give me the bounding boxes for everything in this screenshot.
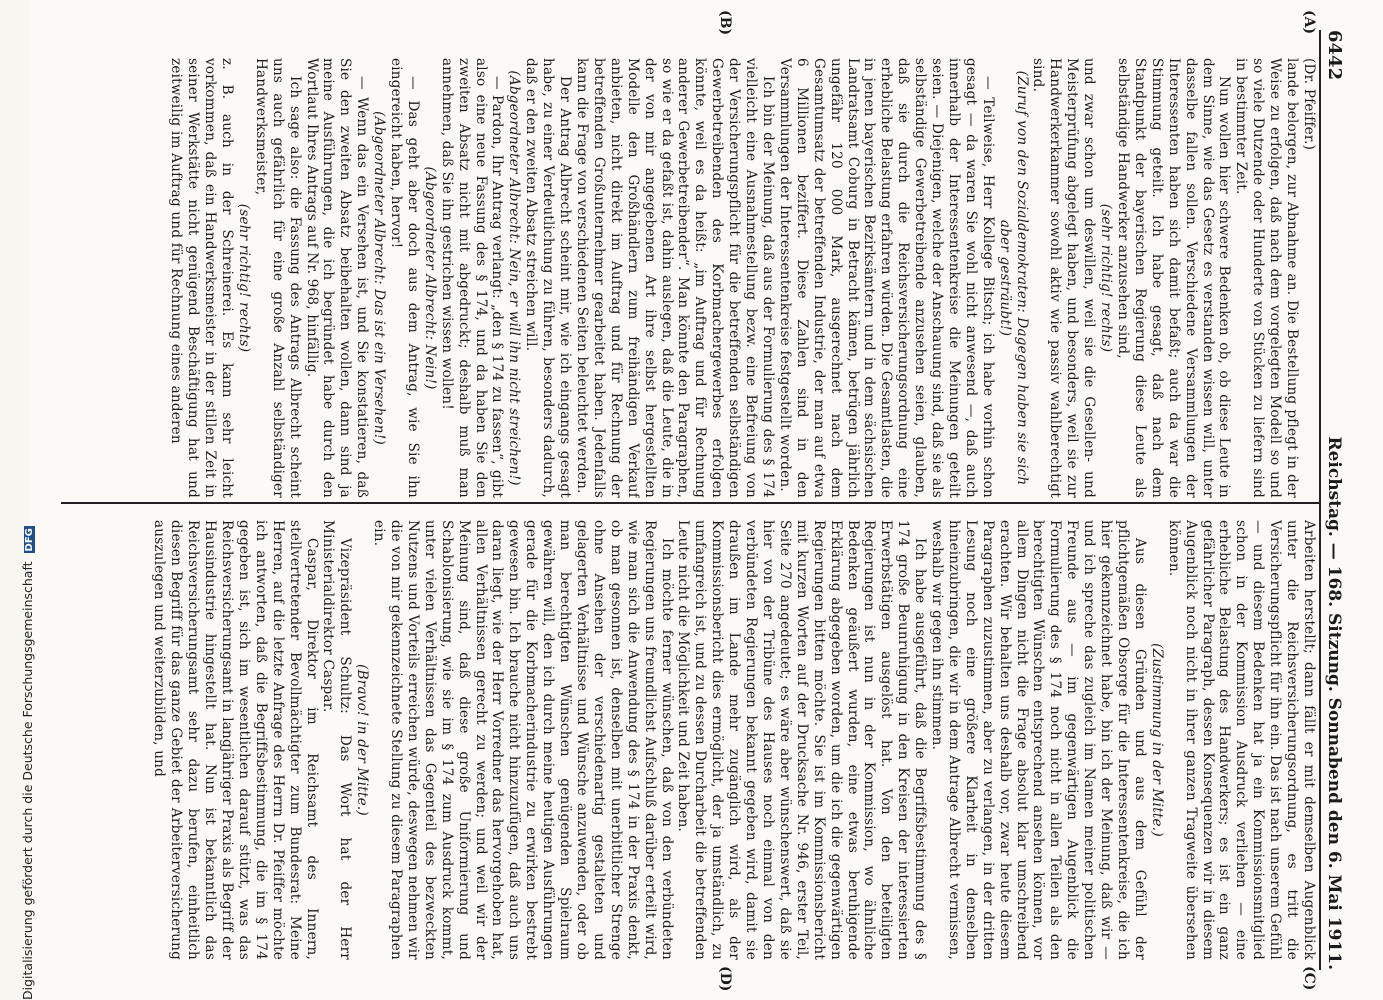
paragraph: Nun wollen hier schwere Bedenken ob, ob diese Leute in dem Sinne, wie das Gesetz es verstanden wissen will, unter dasselbe fallen sollen. Verschiedene Versammlungen der Interessenten haben sich damit befaßt; auch da war die Stimmung geteilt. Ich habe gesagt, daß nach dem Standpunkt der bayerischen Regierung diese Leute als selbständige Handwerker anzusehen sind,: [1115, 58, 1233, 498]
paragraph: — Pardon, Ihr Antrag verlangt: „den § 174 zu fassen“, gibt also eine neue Fassung des § 174, und da haben Sie den zweiten Absatz nicht mit abgedruckt; deshalb muß man annehmen, daß Sie ihn gestrichen wissen wollen!: [438, 58, 506, 498]
paragraph: Ich sage also: die Fassung des Antrags Albrecht scheint uns auch gefährlich für eine große Anzahl selbständiger Handwerksmeister,: [252, 58, 303, 498]
interjection: (Zustimmung in der Mitte.): [1148, 643, 1165, 837]
paragraph: Der Antrag Albrecht scheint mir, wie ich eingangs gesagt habe, zu einer Verdeutlichung zu führen, besonders dadurch, daß er den zweiten Absatz streichen will.: [523, 58, 574, 498]
paragraph: Aus diesen Gründen und aus dem Gefühl der pflichtgemäßen Obsorge für die Interessentenkreise, die ich hier gekennzeichnet habe, bin ich der Meinung, daß wir — und ich spreche das zugleich im Namen meiner politischen Freunde aus — im gegenwärtigen Augenblick die Formulierung des § 174 noch nicht in allen Teilen als den berechtigten Wünschen entsprechend ansehen können, vor allem Dingen nicht die Frage absolut klar umschreibend erachten. Wir behalten uns deshalb vor, zwar heute diesem Paragraphen zuzustimmen, aber zu verlangen, in der dritten Lesung noch eine größere Klarheit in denselben hineinzubringen, die wir in dem Antrage Albrecht vermissen, weshalb wir gegen ihn stimmen.: [929, 520, 1148, 960]
speaker-paragraph: Caspar, Direktor im Reichsamt des Innern, stellvertretender Bevollmächtigter zum Bundesrat: Meine Herren, auf die letzte Anfrage des Herrn Dr. Pfeiffer möchte ich antworten, daß die Begriffsbestimmung, die im § 174 gegeben ist, sich im wesentlichen darauf stützt, was das Reichsversicherungsamt in langjähriger Praxis als Begriff der Hausindustrie hingestellt hat. Nun ist bekanntlich das Reichsversicherungsamt sehr dazu berufen, einheitlich diesen Begriff für das ganze Gebiet der Arbeiterversicherung auszulegen und weiterzubilden, und: [151, 520, 320, 960]
margin-marker-d: (D): [717, 966, 733, 992]
paragraph: — Teilweise, Herr Kollege Bitsch; ich habe vorhin schon gesagt — da waren Sie wohl nicht anwesend —, daß auch innerhalb der Interessentenkreise die Meinungen geteilt seien. — Diejenigen, welche der Anschauung sind, daß sie als selbständige Gewerbetreibende anzusehen seien, glauben, daß sie durch die Reichsversicherungsordnung eine erhebliche Belastung erfahren würden. Die Gesamtlasten, die in jenen bayerischen Bezirksämtern und in dem sächsischen Landratsamt Coburg in Betracht kämen, betrügen jährlich ungefähr 120 000 Mark, ausgerechnet nach dem Gesamtumsatz der betreffenden Industrie, der man auf etwa 6 Millionen beziffert. Diese Zahlen sind in den Versammlungen der Interessentenkreise festgestellt worden.: [776, 58, 996, 498]
page-header: [1319, 30, 1345, 970]
paragraph: — Wenn das ein Versehen ist, und Sie konstatieren, daß Sie den zweiten Absatz beibehalten wollen, dann sind ja meine Ausführungen, die ich begründet habe durch den Wortlaut Ihres Antrags auf Nr. 968, hinfällig.: [303, 58, 371, 498]
margin-marker-c: (C): [1301, 966, 1317, 991]
interjection: (sehr richtig! rechts): [1098, 203, 1115, 353]
speaker-paragraph: Vizepräsident Schultz: Das Wort hat der Herr Ministerialdirektor Caspar.: [320, 520, 354, 960]
paragraph: Ich bin der Meinung, daß aus der Formulierung des § 174 vielleicht eine Ausnahmestellung bezw. eine Befreiung von der Versicherungspflicht für die betreffenden selbständigen Gewerbetreibenden des Korbmachergewerbes erfolgen könnte, weil es da heißt: „im Auftrag und für Rechnung anderer Gewerbetreibender“. Man könnte den Paragraphen, so wie er da gefaßt ist, dahin auslegen, daß die Leute, die in der von mir angegebenen Art ihre selbst hergestellten Modelle den Großhändlern zum freihändigen Verkauf anbieten, nicht direkt im Auftrag und für Rechnung der betreffenden Großunternehmer gearbeitet haben. Jedenfalls kann die Frage von verschiedenen Seiten beleuchtet werden.: [574, 58, 776, 498]
credit-text: Digitalisierung gefördert durch die Deutsche Forschungsgemeinschaft: [20, 561, 35, 1000]
dfg-logo-icon: DFG: [24, 528, 35, 552]
paragraph: lande belorgen, zur Abnahme an. Die Bestellung pflegt in der Weise zu erfolgen, daß nach dem vorgelegten Modell so und so viele Dutzende oder Hunderte von Stücken zu liefern sind in bestimmter Zeit.: [1233, 58, 1301, 498]
page-number: 6442: [1324, 30, 1345, 81]
paragraph: (Dr. Pfeiffer.): [1301, 58, 1317, 151]
right-column: [62, 520, 1317, 960]
column-divider: [61, 502, 1319, 504]
paragraph: — Das geht aber doch aus dem Antrag, wie Sie ihn eingereicht haben, hervor!: [388, 58, 421, 498]
interjection: (sehr richtig! rechts): [235, 203, 252, 353]
interjection: (Bravo! in der Mitte.): [354, 664, 371, 816]
interjection: (Abgeordneter Albrecht: Nein!): [421, 166, 438, 390]
paragraph: Arbeiten herstellt; dann fällt er mit demselben Augenblick unter die Reichsversicherungsordnung, es tritt die Versicherungspflicht für ihn ein. Das ist nach unserem Gefühl — und diesem Bedenken hat ja ein Kommissionsmitglied schon in der Kommission Ausdruck verliehen — eine erhebliche Belastung des Handwerkers; es ist ein ganz gefährlicher Paragraph, dessen Konsequenzen wir in diesem Augenblick noch nicht in ihrer ganzen Tragweite übersehen können.: [1165, 520, 1317, 960]
digitization-credit: [0, 0, 35, 1000]
paragraph: und zwar schon um deswillen, weil sie die Gesellen- und Meisterprüfung abgelegt haben, und besonders, weil sie zur Handwerkerkammer sowohl aktiv wie passiv wahlberechtigt sind.: [1030, 58, 1098, 498]
interjection: (Zuruf von den Sozialdemokraten: Dagegen haben sie sich aber gesträubt!): [996, 70, 1030, 486]
margin-marker-a: (A): [1301, 10, 1317, 35]
interjection: (Abgeordneter Albrecht: Nein, er will ihn nicht streichen!): [506, 70, 523, 486]
interjection: (Abgeordneter Albrecht: Das ist ein Versehen!): [371, 111, 388, 445]
page-title: Reichstag. — 168. Sitzung. Sonnabend den 6. Mai 1911.: [1324, 436, 1344, 970]
rotated-document-page: [30, 0, 1383, 1000]
scanned-page: [30, 0, 1383, 1000]
paragraph: Ich habe ausgeführt, daß die Begriffsbestimmung des § 174 große Beunruhigung in den Kreisen der interessierten Erwerbstätigen ausgelöst hat. Von den beteiligten Regierungen ist nun in der Kommission, wo ähnliche Bedenken geäußert wurden, eine etwas beruhigende Erklärung abgegeben worden, um die ich die gegenwärtigen Regierungen bitten möchte. Sie ist im Kommissionsbericht mit kurzen Worten auf der Drucksache Nr. 946, erster Teil, Seite 270 angedeutet; es wäre aber wünschenswert, daß sie hier von der Tribüne des Hauses noch einmal von den verbündeten Regierungen bekannt gegeben wird, damit sie draußen im Lande mehr zugänglich wird, als der Kommissionsbericht dies ermöglicht, der ja umständlich, zu umfangreich ist, und zu dessen Durcharbeit die betreffenden Leute nicht die Möglichkeit und Zeit haben.: [675, 520, 929, 960]
margin-marker-b: (B): [717, 10, 733, 36]
paragraph: z. B. auch in der Schreinerei. Es kann sehr leicht vorkommen, daß ein Handwerksmeister in der stillen Zeit in seiner Werkstätte nicht genügend Beschäftigung hat und zeitweilig im Auftrag und für Rechnung eines anderen: [168, 58, 235, 498]
left-column: [62, 58, 1317, 498]
paragraph: Ich möchte ferner wünschen, daß von den verbündeten Regierungen uns freundlichst Aufschluß darüber erteilt wird, wie man sich die Anwendung des § 174 in der Praxis denkt, ob man gesonnen ist, denselben mit unerbittlicher Strenge ohne Ansehen der verschiedenartig gestalteten und gelagerten Verhältnisse und Wünsche anzuwenden, oder ob man berechtigten Wünschen genügenden Spielraum gewähren will, den ich durch meine heutigen Ausführungen gerade für die Korbmacherindustrie zu erwirken bestrebt gewesen bin. Ich brauche nicht hinzuzufügen, daß auch uns daran liegt, wie der Herr Vorredner das hervorgehoben hat, allen Verhältnissen gerecht zu werden; und weil wir der Meinung sind, daß diese große Uniformierung und Schablonisierung, wie sie im § 174 zum Ausdruck kommt, unter vielen Verhältnissen das Gegenteil des bezweckten Nutzens und Vorteils erreichen würde, deswegen nehmen wir die von mir gekennzeichnete Stellung zu diesem Paragraphen ein.: [371, 520, 675, 960]
